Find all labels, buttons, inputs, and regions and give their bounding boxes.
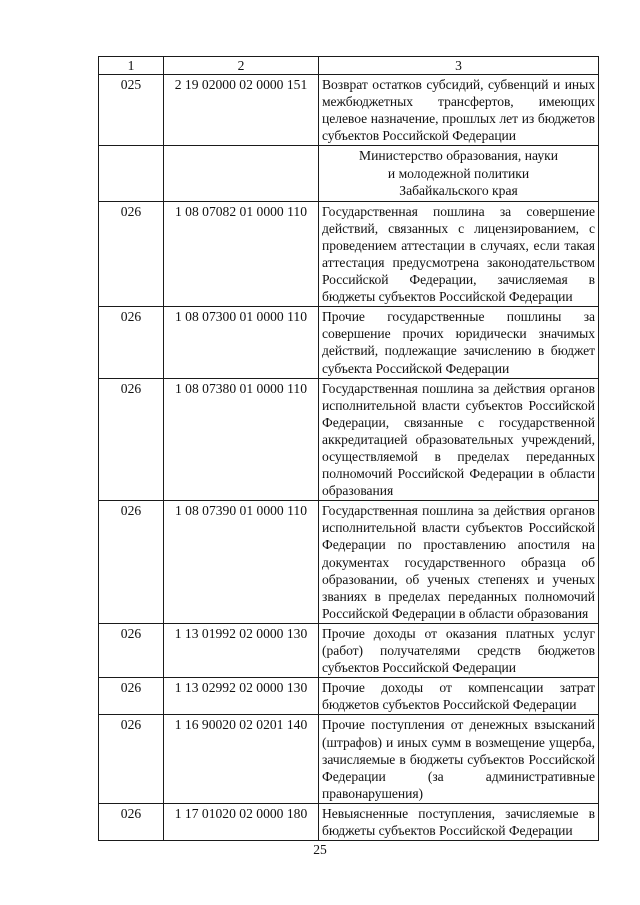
table-row — [99, 378, 599, 501]
table-row — [99, 307, 599, 378]
table-row — [99, 75, 599, 146]
column-number-3: 3 — [319, 57, 599, 75]
administrator-code: 026 — [99, 623, 164, 677]
revenue-code: 1 16 90020 02 0201 140 — [164, 715, 319, 803]
administrator-code: 026 — [99, 715, 164, 803]
revenue-code: 1 13 01992 02 0000 130 — [164, 623, 319, 677]
table-row — [99, 803, 599, 840]
revenue-description: Государственная пошлина за действия органов исполнительной власти субъектов Российской Федерации, связанные с государственной аккредитацией образовательных учреждений, осуществляемой в пределах переданных полномочий Российской Федерации в области образования — [319, 378, 599, 501]
administrator-code: 026 — [99, 378, 164, 501]
revenue-description: Прочие поступления от денежных взысканий (штрафов) и иных сумм в возмещение ущерба, зачисляемые в бюджеты субъектов Российской Федерации (за административные правонарушения) — [319, 715, 599, 803]
administrator-code: 026 — [99, 678, 164, 715]
column-number-2: 2 — [164, 57, 319, 75]
table-row — [99, 623, 599, 677]
table-row — [99, 201, 599, 307]
revenue-classification-table — [98, 56, 599, 841]
revenue-code: 1 08 07300 01 0000 110 — [164, 307, 319, 378]
section-heading — [319, 146, 599, 201]
revenue-code: 1 08 07380 01 0000 110 — [164, 378, 319, 501]
revenue-code: 1 17 01020 02 0000 180 — [164, 803, 319, 840]
revenue-description: Прочие государственные пошлины за совершение прочих юридически значимых действий, подлежащие зачислению в бюджет субъекта Российской Федерации — [319, 307, 599, 378]
revenue-code: 1 08 07082 01 0000 110 — [164, 201, 319, 307]
revenue-description: Невыясненные поступления, зачисляемые в бюджеты субъектов Российской Федерации — [319, 803, 599, 840]
section-empty-cell — [99, 146, 164, 201]
revenue-description: Возврат остатков субсидий, субвенций и иных межбюджетных трансфертов, имеющих целевое назначение, прошлых лет из бюджетов субъектов Российской Федерации — [319, 75, 599, 146]
revenue-description: Прочие доходы от оказания платных услуг (работ) получателями средств бюджетов субъектов Российской Федерации — [319, 623, 599, 677]
administrator-code: 026 — [99, 803, 164, 840]
table-row — [99, 678, 599, 715]
administrator-code: 026 — [99, 201, 164, 307]
table-row — [99, 501, 599, 624]
column-number-row — [99, 57, 599, 75]
revenue-description: Прочие доходы от компенсации затрат бюджетов субъектов Российской Федерации — [319, 678, 599, 715]
section-empty-cell — [164, 146, 319, 201]
administrator-code: 026 — [99, 307, 164, 378]
revenue-description: Государственная пошлина за действия органов исполнительной власти субъектов Российской Федерации по проставлению апостиля на документах государственного образца об образовании, об ученых степенях и ученых званиях в пределах переданных полномочий Российской Федерации в области образования — [319, 501, 599, 624]
administrator-code: 026 — [99, 501, 164, 624]
section-heading-row — [99, 146, 599, 201]
revenue-code: 2 19 02000 02 0000 151 — [164, 75, 319, 146]
section-heading-line: Министерство образования, науки — [358, 148, 558, 164]
page-number: 25 — [313, 842, 327, 857]
section-heading-line: Забайкальского края — [399, 183, 518, 199]
section-heading-line: и молодежной политики — [387, 165, 530, 181]
administrator-code: 025 — [99, 75, 164, 146]
revenue-code: 1 08 07390 01 0000 110 — [164, 501, 319, 624]
column-number-1: 1 — [99, 57, 164, 75]
revenue-code: 1 13 02992 02 0000 130 — [164, 678, 319, 715]
revenue-description: Государственная пошлина за совершение действий, связанных с лицензированием, с проведением аттестации в случаях, если такая аттестация предусмотрена законодательством Российской Федерации, зачисляемая в бюджеты субъектов Российской Федерации — [319, 201, 599, 307]
table-row — [99, 715, 599, 803]
